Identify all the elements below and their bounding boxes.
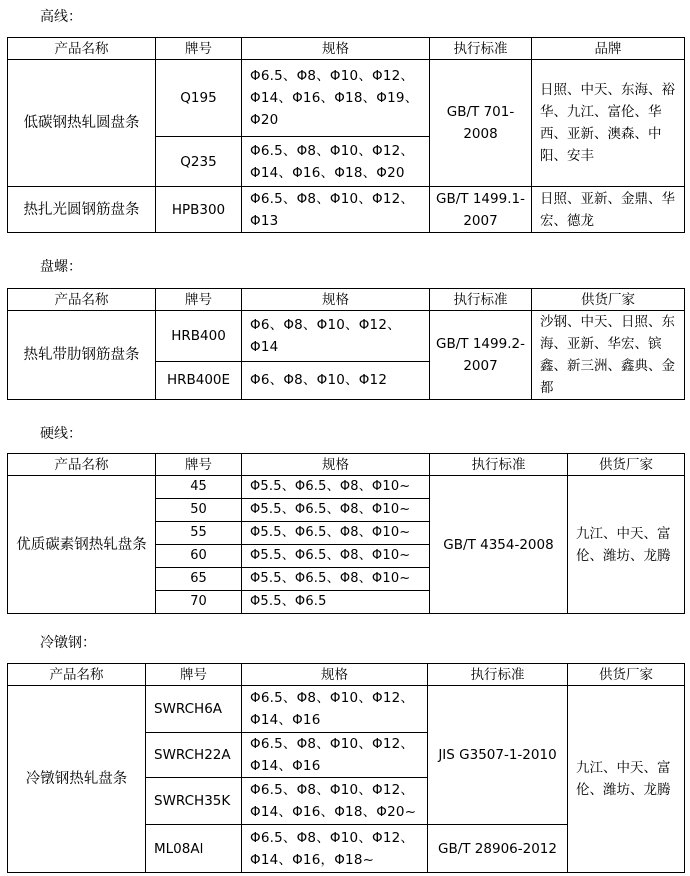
header-product-name: 产品名称 (8, 289, 156, 311)
header-product-name: 产品名称 (8, 664, 146, 686)
header-standard: 执行标准 (430, 289, 532, 311)
spec-cell: Φ5.5、Φ6.5、Φ8、Φ10~ (242, 499, 430, 522)
spec-cell: Φ6.5、Φ8、Φ10、Φ12、Φ14、Φ16、Φ18、Φ20~ (242, 778, 428, 825)
standard-cell: GB/T 701-2008 (430, 60, 532, 187)
product-name-cell: 冷镦钢热轧盘条 (8, 686, 146, 873)
standard-cell: GB/T 4354-2008 (430, 476, 568, 614)
hard-wire-table (7, 453, 685, 614)
spec-cell: Φ6.5、Φ8、Φ10、Φ12、Φ14、Φ16，Φ18~ (242, 825, 428, 873)
table-row (8, 187, 685, 233)
header-supplier: 供货厂家 (532, 289, 685, 311)
coil-rebar-table (7, 288, 685, 400)
product-name-cell: 低碳钢热轧圆盘条 (8, 60, 156, 187)
header-spec: 规格 (242, 38, 430, 60)
grade-cell: 60 (156, 545, 242, 568)
spec-cell: Φ6.5、Φ8、Φ10、Φ12、Φ13 (242, 187, 430, 233)
grade-cell: 55 (156, 522, 242, 545)
header-grade: 牌号 (156, 38, 242, 60)
product-name-cell: 热扎光圆钢筋盘条 (8, 187, 156, 233)
grade-cell: 45 (156, 476, 242, 499)
grade-cell: Q235 (156, 137, 242, 187)
standard-cell: GB/T 28906-2012 (428, 825, 568, 873)
standard-cell: GB/T 1499.2-2007 (430, 311, 532, 400)
product-name-cell: 优质碳素钢热轧盘条 (8, 476, 156, 614)
grade-cell: SWRCH6A (146, 686, 242, 733)
supplier-cell: 九江、中天、富伦、潍坊、龙腾 (568, 686, 685, 873)
spec-cell: Φ6、Φ8、Φ10、Φ12、Φ14 (242, 311, 430, 362)
table-header-row (8, 289, 685, 311)
grade-cell: SWRCH22A (146, 733, 242, 778)
header-spec: 规格 (242, 454, 430, 476)
supplier-cell: 九江、中天、富伦、潍坊、龙腾 (568, 476, 685, 614)
grade-cell: HRB400E (156, 361, 242, 399)
spec-cell: Φ5.5、Φ6.5、Φ8、Φ10~ (242, 476, 430, 499)
header-grade: 牌号 (156, 289, 242, 311)
table-header-row (8, 38, 685, 60)
spec-cell: Φ5.5、Φ6.5 (242, 591, 430, 614)
high-wire-table (7, 37, 685, 233)
header-product-name: 产品名称 (8, 38, 156, 60)
spec-cell: Φ6.5、Φ8、Φ10、Φ12、Φ14、Φ16 (242, 733, 428, 778)
table-header-row (8, 454, 685, 476)
grade-cell: HPB300 (156, 187, 242, 233)
spec-cell: Φ6.5、Φ8、Φ10、Φ12、Φ14、Φ16 (242, 686, 428, 733)
standard-cell: GB/T 1499.1-2007 (430, 187, 532, 233)
spec-cell: Φ5.5、Φ6.5、Φ8、Φ10~ (242, 568, 430, 591)
header-spec: 规格 (242, 289, 430, 311)
grade-cell: 65 (156, 568, 242, 591)
header-brand: 品牌 (532, 38, 685, 60)
spec-cell: Φ5.5、Φ6.5、Φ8、Φ10~ (242, 545, 430, 568)
header-standard: 执行标准 (428, 664, 568, 686)
section-heading-high-wire: 高线： (40, 9, 82, 25)
header-standard: 执行标准 (430, 454, 568, 476)
grade-cell: HRB400 (156, 311, 242, 362)
standard-cell: JIS G3507-1-2010 (428, 686, 568, 825)
header-standard: 执行标准 (430, 38, 532, 60)
header-grade: 牌号 (156, 454, 242, 476)
table-row (8, 476, 685, 499)
header-supplier: 供货厂家 (568, 454, 685, 476)
product-name-cell: 热轧带肋钢筋盘条 (8, 311, 156, 400)
header-grade: 牌号 (146, 664, 242, 686)
grade-cell: ML08Al (146, 825, 242, 873)
spec-cell: Φ5.5、Φ6.5、Φ8、Φ10~ (242, 522, 430, 545)
section-heading-cold-heading-steel: 冷镦钢： (40, 635, 96, 651)
spec-cell: Φ6.5、Φ8、Φ10、Φ12、Φ14、Φ16、Φ18、Φ20 (242, 137, 430, 187)
brand-cell: 日照、亚新、金鼎、华宏、德龙 (532, 187, 685, 233)
grade-cell: Q195 (156, 60, 242, 137)
section-heading-coil-rebar: 盘螺： (40, 259, 82, 275)
section-heading-hard-wire: 硬线： (40, 426, 82, 442)
grade-cell: SWRCH35K (146, 778, 242, 825)
table-row (8, 686, 685, 733)
supplier-cell: 沙钢、中天、日照、东海、亚新、华宏、镔鑫、新三洲、鑫典、金都 (532, 311, 685, 400)
table-header-row (8, 664, 685, 686)
grade-cell: 50 (156, 499, 242, 522)
header-spec: 规格 (242, 664, 428, 686)
header-supplier: 供货厂家 (568, 664, 685, 686)
table-row (8, 60, 685, 137)
cold-heading-steel-table (7, 663, 685, 873)
grade-cell: 70 (156, 591, 242, 614)
spec-cell: Φ6.5、Φ8、Φ10、Φ12、Φ14、Φ16、Φ18、Φ19、Φ20 (242, 60, 430, 137)
brand-cell: 日照、中天、东海、裕华、九江、富伦、华西、亚新、澳森、中阳、安丰 (532, 60, 685, 187)
spec-cell: Φ6、Φ8、Φ10、Φ12 (242, 361, 430, 399)
header-product-name: 产品名称 (8, 454, 156, 476)
table-row (8, 311, 685, 362)
